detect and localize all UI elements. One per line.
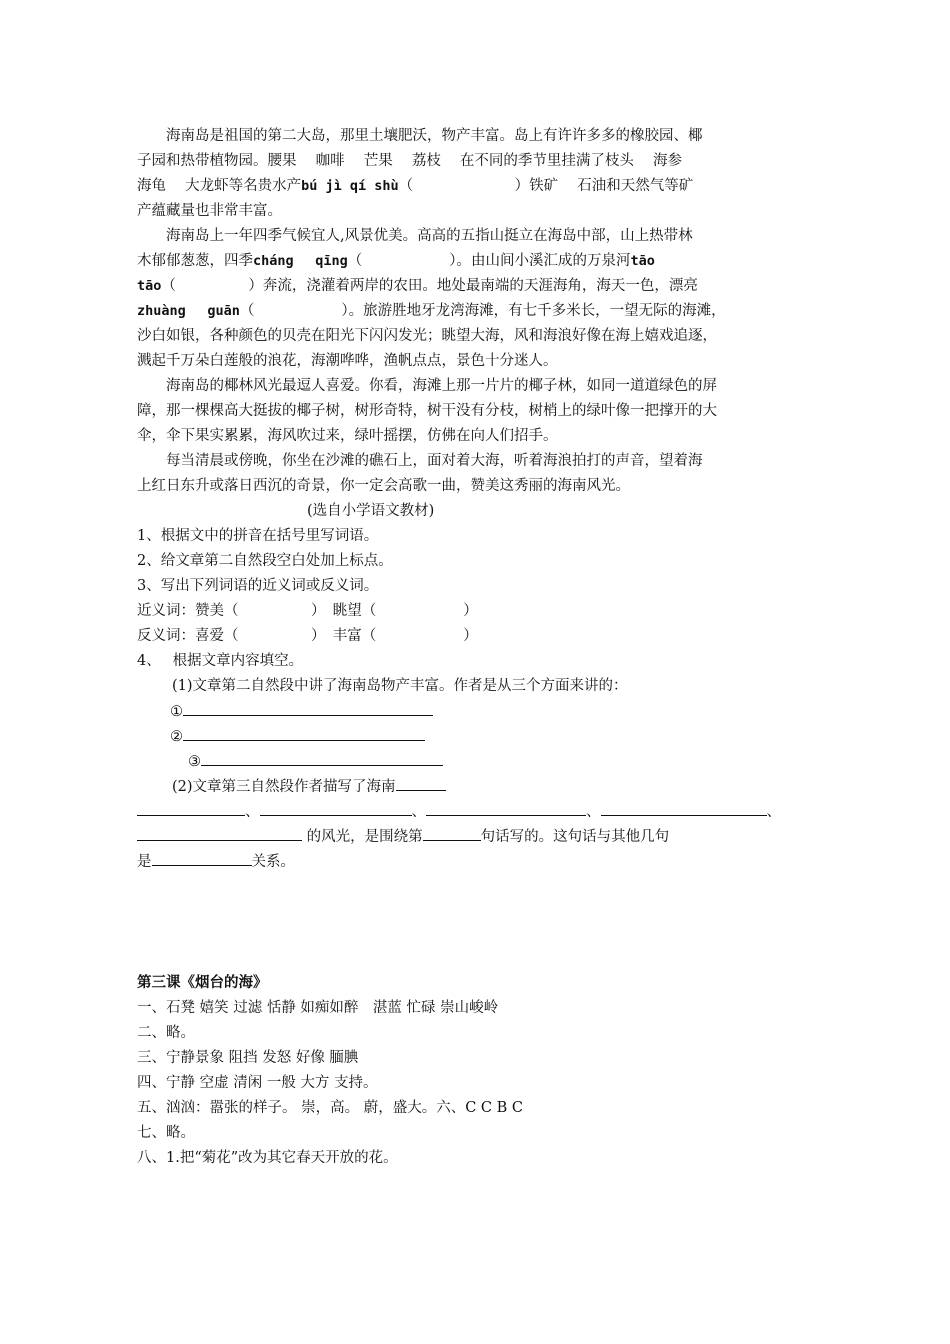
passage-text: 木郁郁葱葱，四季 xyxy=(137,253,253,269)
passage-line xyxy=(137,301,726,321)
passage-line: 海南岛上一年四季气候宜人,风景优美。高高的五指山挺立在海岛中部，山上热带林 xyxy=(137,228,693,244)
passage-line: 产蕴藏量也非常丰富。 xyxy=(137,203,282,219)
answer-blank: （ ）。由山间小溪汇成的万泉河 xyxy=(347,253,631,269)
circled-number: ① xyxy=(170,704,183,720)
answer-underline xyxy=(260,801,412,816)
question-2: 2、给文章第二自然段空白处加上标点。 xyxy=(137,553,393,569)
fill-row xyxy=(137,851,295,872)
question-text: 句话写的。这句话与其他几句 xyxy=(480,829,670,845)
passage-line: 伞，伞下果实累累，海风吹过来，绿叶摇摆，仿佛在向人们招手。 xyxy=(137,428,558,444)
antonym-row: 反义词：喜爱（ ） 丰富（ ） xyxy=(137,628,478,644)
passage-line: 沙白如银，各种颜色的贝壳在阳光下闪闪发光；眺望大海，风和海浪好像在海上嬉戏追逐， xyxy=(137,328,717,344)
pinyin-prompt: zhuàng guān xyxy=(137,303,240,319)
circled-number: ② xyxy=(170,729,183,745)
question-text: 是 xyxy=(137,854,152,870)
question-text: (2)文章第三自然段作者描写了海南 xyxy=(172,779,396,795)
question-3: 3、写出下列词语的近义词或反义词。 xyxy=(137,578,379,594)
fill-line-3 xyxy=(188,751,443,772)
answer-underline xyxy=(152,851,252,866)
pinyin-prompt: cháng qīng xyxy=(253,253,348,269)
answer-underline xyxy=(601,801,767,816)
answer-underline xyxy=(426,801,586,816)
question-1: 1、根据文中的拼音在括号里写词语。 xyxy=(137,528,379,544)
answer-underline xyxy=(137,826,302,841)
passage-text: （ ）奔流，浇灌着两岸的农田。地处最南端的天涯海角，海天一色，漂亮 xyxy=(161,278,698,294)
question-4-part-1: (1)文章第二自然段中讲了海南岛物产丰富。作者是从三个方面来讲的： xyxy=(172,678,628,694)
separator: 、 xyxy=(245,804,260,820)
separator: 、 xyxy=(766,804,781,820)
pinyin-prompt: tāo xyxy=(137,278,162,294)
answer-line: 七、略。 xyxy=(137,1125,195,1141)
passage-line: 每当清晨或傍晚，你坐在沙滩的礁石上，面对着大海，听着海浪拍打的声音，望着海 xyxy=(137,453,703,469)
answer-blank: （ ）铁矿 石油和天然气等矿 xyxy=(398,178,694,194)
fill-row xyxy=(137,826,669,847)
answer-underline xyxy=(423,826,481,841)
answer-underline xyxy=(137,801,245,816)
fill-line-2 xyxy=(170,726,425,747)
question-4-part-2 xyxy=(172,776,446,797)
pinyin-prompt: bú jì qí shù xyxy=(301,178,399,194)
question-4: 4、 根据文章内容填空。 xyxy=(137,653,304,669)
passage-line: 海南岛是祖国的第二大岛，那里土壤肥沃，物产丰富。岛上有许许多多的橡胶园、椰 xyxy=(137,128,703,144)
fill-line-1 xyxy=(170,701,433,722)
pinyin-prompt: tāo xyxy=(630,253,655,269)
passage-text: （ ）。旅游胜地牙龙湾海滩，有七千多米长，一望无际的海滩， xyxy=(239,303,726,319)
answers-title: 第三课《烟台的海》 xyxy=(137,974,268,991)
passage-line xyxy=(137,176,693,196)
separator: 、 xyxy=(411,804,426,820)
passage-line xyxy=(137,276,698,296)
answer-line: 八、1.把“菊花”改为其它春天开放的花。 xyxy=(137,1150,398,1166)
question-text: 的风光，是围绕第 xyxy=(302,829,423,845)
passage-line: 海南岛的椰林风光最逗人喜爱。你看，海滩上那一片片的椰子林，如同一道道绿色的屏 xyxy=(137,378,717,394)
answer-line: 三、宁静景象 阻挡 发怒 好像 腼腆 xyxy=(137,1050,359,1066)
answer-line: 二、略。 xyxy=(137,1025,195,1041)
passage-text: 海龟 大龙虾等名贵水产 xyxy=(137,178,302,194)
answer-line: 一、石凳 嬉笑 过滤 恬静 如痴如醉 湛蓝 忙碌 崇山峻岭 xyxy=(137,1000,499,1016)
question-text: 关系。 xyxy=(251,854,295,870)
synonym-row: 近义词：赞美（ ） 眺望（ ） xyxy=(137,603,478,619)
fill-row xyxy=(137,801,781,822)
answer-underline xyxy=(201,751,443,766)
passage-line: 子园和热带植物园。腰果 咖啡 芒果 荔枝 在不同的季节里挂满了枝头 海参 xyxy=(137,153,683,169)
answer-underline xyxy=(183,726,425,741)
passage-line xyxy=(137,251,655,271)
passage-line: 上红日东升或落日西沉的奇景，你一定会高歌一曲，赞美这秀丽的海南风光。 xyxy=(137,478,630,494)
passage-line: 障，那一棵棵高大挺拔的椰子树，树形奇特，树干没有分枝，树梢上的绿叶像一把撑开的大 xyxy=(137,403,717,419)
circled-number: ③ xyxy=(188,754,201,770)
answer-underline xyxy=(396,776,446,791)
answer-line: 五、汹汹：嚣张的样子。 崇，高。 蔚，盛大。六、C C B C xyxy=(137,1100,523,1116)
answer-line: 四、宁静 空虚 清闲 一般 大方 支持。 xyxy=(137,1075,378,1091)
separator: 、 xyxy=(586,804,601,820)
source-note: (选自小学语文教材) xyxy=(307,503,435,519)
answer-underline xyxy=(183,701,433,716)
passage-line: 溅起千万朵白莲般的浪花，海潮哗哗，渔帆点点，景色十分迷人。 xyxy=(137,353,558,369)
